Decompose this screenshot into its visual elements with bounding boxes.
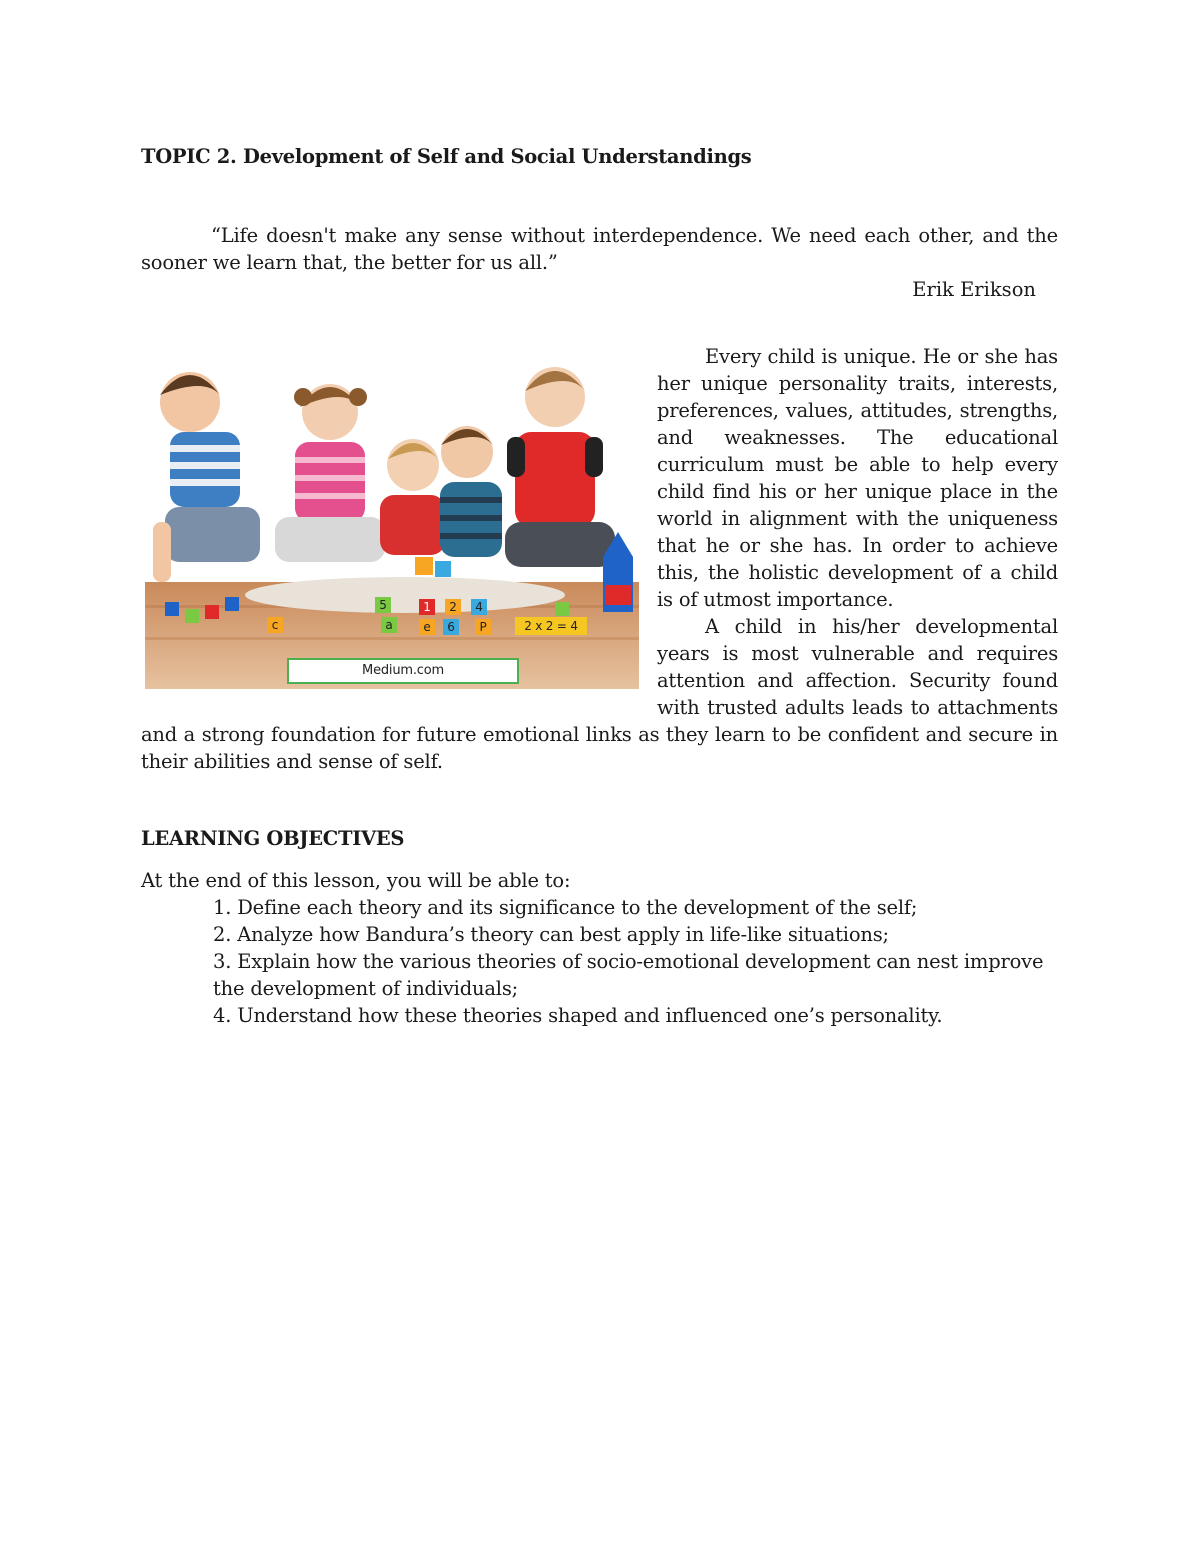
- block-letter: 1: [423, 600, 431, 614]
- paragraph-unique-child: Every child is unique. He or she has her unique personality traits, interests, preferences, values, attitudes, strengths, and weaknesses. The educational curriculum must be able to help every child find his or her unique place in the world in alignment with the uniqueness that he or she has. In order to achieve this, the holistic development of a child is of utmost importance.: [657, 345, 1058, 611]
- child-red-shirt-middle: [380, 439, 445, 555]
- objectives-intro: At the end of this lesson, you will be able to:: [141, 869, 571, 892]
- block-letter: P: [479, 620, 487, 634]
- objective-item: 2. Analyze how Bandura’s theory can best apply in life-like situations;: [213, 923, 889, 946]
- quote-author: Erik Erikson: [912, 278, 1036, 301]
- block-letter: a: [385, 618, 393, 632]
- block-letter: 5: [379, 598, 387, 612]
- children-illustration: [145, 347, 639, 689]
- intro-section: [141, 343, 1058, 775]
- block-letter: 6: [447, 620, 455, 634]
- objectives-list: [141, 894, 1058, 1029]
- block-letter: 2 x 2 = 4: [524, 619, 578, 633]
- block-letter: 2: [449, 600, 457, 614]
- block-letter: e: [423, 620, 431, 634]
- topic-title: TOPIC 2. Development of Self and Social Understandings: [141, 145, 752, 168]
- document-page: [141, 143, 1058, 1029]
- objectives-heading: LEARNING OBJECTIVES: [141, 827, 405, 850]
- children-playing-photo: [145, 347, 639, 689]
- objective-item: 3. Explain how the various theories of socio-emotional development can nest improve the development of individuals;: [213, 950, 1044, 1000]
- block-letter: 4: [475, 600, 483, 614]
- block-letter: c: [271, 618, 279, 632]
- paragraph-developmental-years: A child in his/her developmental years is most vulnerable and requires attention and affection. Security found with trusted adults leads to attachments and a strong foundation for future emotional links as they learn to be confident and secure in their abilities and sense of self.: [141, 615, 1058, 773]
- image-caption: Medium.com: [287, 658, 519, 684]
- objective-item: 4. Understand how these theories shaped and influenced one’s personality.: [213, 1004, 943, 1027]
- epigraph-quote: “Life doesn't make any sense without interdependence. We need each other, and the sooner we learn that, the better for us all.”: [141, 224, 1058, 274]
- objective-item: 1. Define each theory and its significance to the development of the self;: [213, 896, 918, 919]
